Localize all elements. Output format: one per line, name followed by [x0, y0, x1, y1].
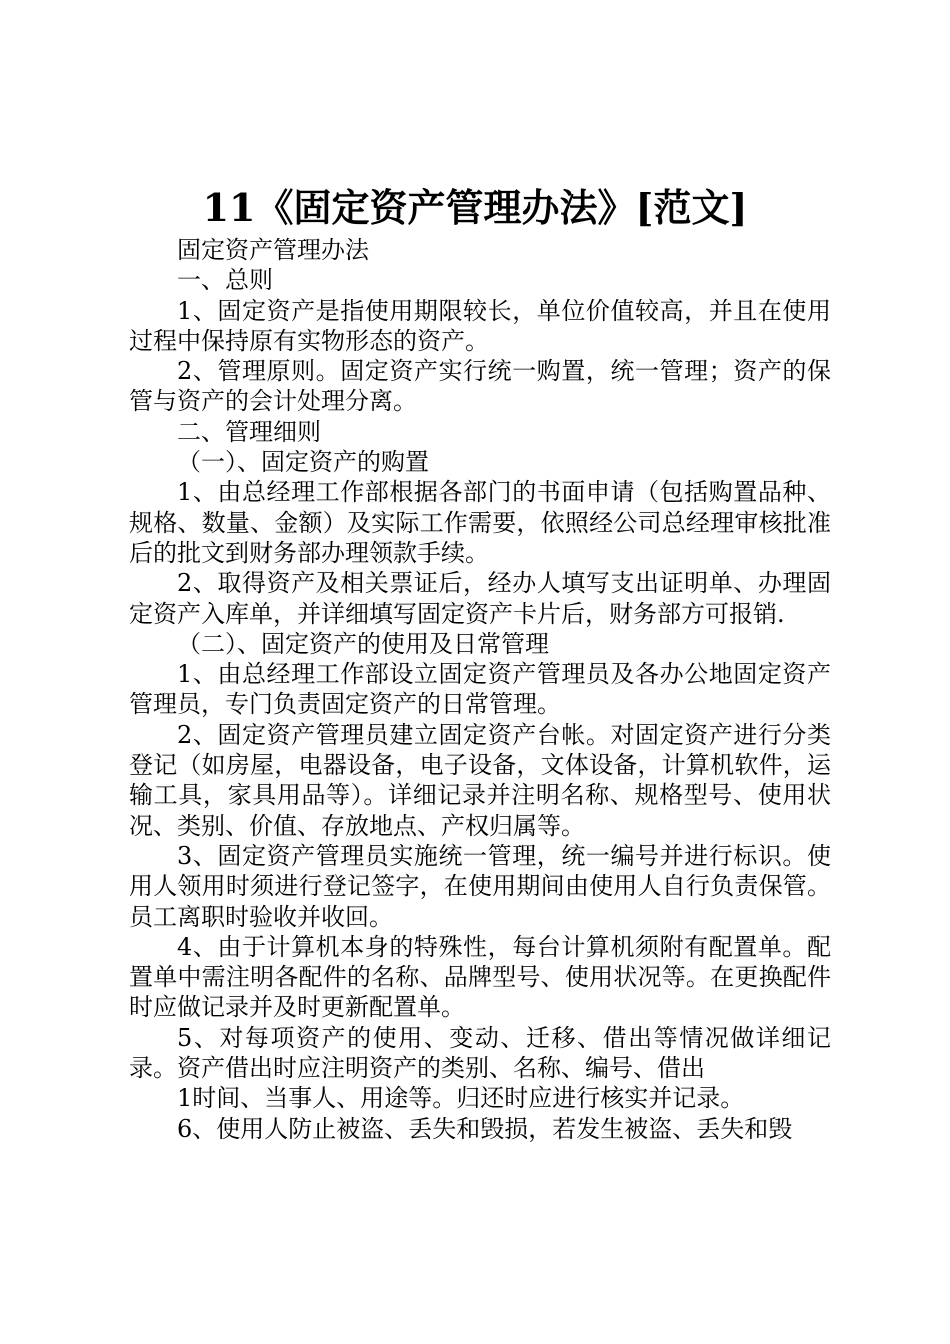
paragraph: 2、固定资产管理员建立固定资产台帐。对固定资产进行分类登记（如房屋，电器设备，电子设备，文体设备，计算机软件，运输工具，家具用品等）。详细记录并注明名称、规格型号、使用状况、类别、价值、存放地点、产权归属等。	[129, 720, 831, 840]
paragraph: 1时间、当事人、用途等。归还时应进行核实并记录。	[177, 1084, 745, 1113]
paragraph: 2、取得资产及相关票证后，经办人填写支出证明单、办理固定资产入库单，并详细填写固定资产卡片后，财务部方可报销.	[129, 569, 831, 628]
section-heading: 二、管理细则	[177, 417, 321, 446]
paragraph: 1、由总经理工作部根据各部门的书面申请（包括购置品种、规格、数量、金额）及实际工作需要，依照经公司总经理审核批准后的批文到财务部办理领款手续。	[129, 478, 831, 567]
subsection-heading: （一）、固定资产的购置	[177, 448, 429, 477]
paragraph: 6、使用人防止被盗、丢失和毁损，若发生被盗、丢失和毁	[177, 1114, 793, 1143]
paragraph: 1、固定资产是指使用期限较长，单位价值较高，并且在使用过程中保持原有实物形态的资产。	[129, 296, 831, 355]
paragraph: 2、管理原则。固定资产实行统一购置，统一管理；资产的保管与资产的会计处理分离。	[129, 357, 831, 416]
paragraph: 5、对每项资产的使用、变动、迁移、借出等情况做详细记录。资产借出时应注明资产的类别、名称、编号、借出	[129, 1023, 831, 1083]
section-heading: 一、总则	[177, 266, 273, 295]
paragraph: 4、由于计算机本身的特殊性，每台计算机须附有配置单。配置单中需注明各配件的名称、品牌型号、使用状况等。在更换配件时应做记录并及时更新配置单。	[129, 932, 831, 1022]
document-title: 11《固定资产管理办法》[范文]	[202, 185, 748, 230]
subsection-heading: （二）、固定资产的使用及日常管理	[177, 629, 549, 658]
paragraph: 3、固定资产管理员实施统一管理，统一编号并进行标识。使用人领用时须进行登记签字，在使用期间由使用人自行负责保管。员工离职时验收并收回。	[129, 841, 831, 931]
section-heading: 固定资产管理办法	[177, 236, 369, 264]
paragraph: 1、由总经理工作部设立固定资产管理员及各办公地固定资产管理员，专门负责固定资产的日常管理。	[129, 660, 831, 719]
document-body	[129, 235, 831, 1144]
